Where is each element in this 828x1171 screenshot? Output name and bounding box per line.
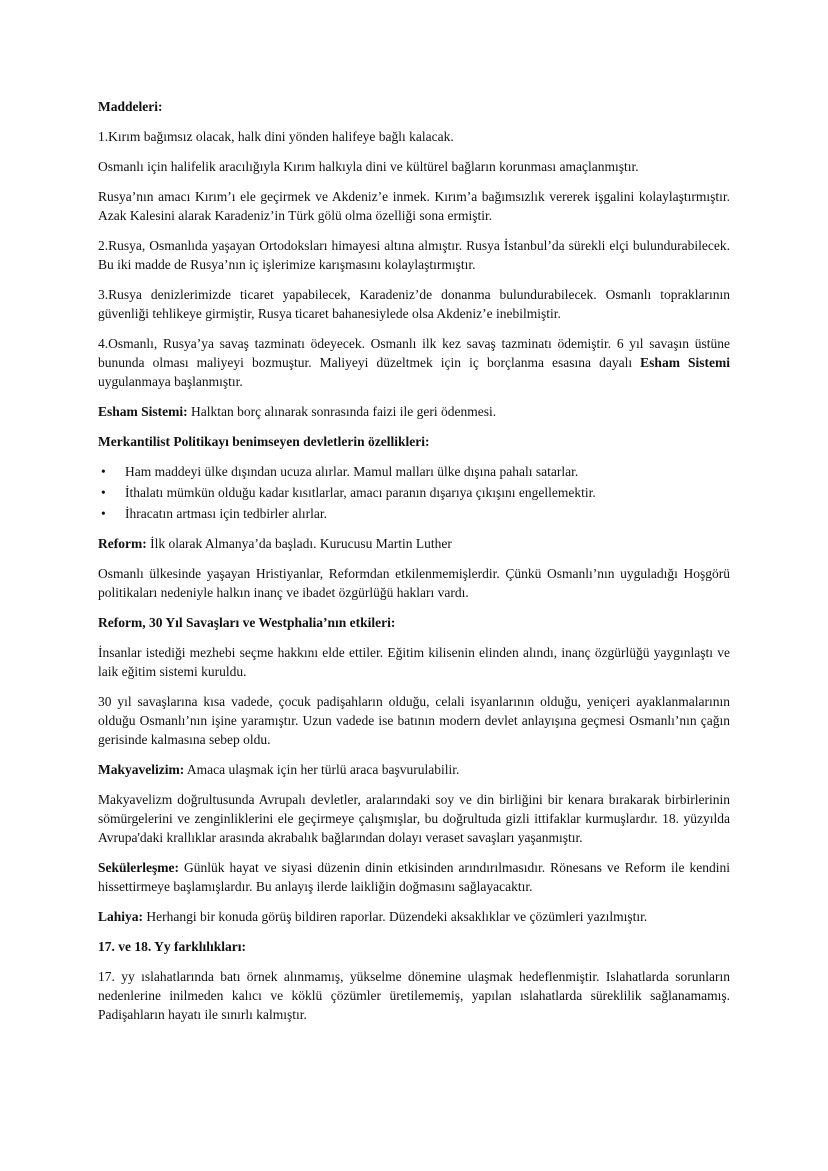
paragraph-halifelik: Osmanlı için halifelik aracılığıyla Kırım halkıyla dini ve kültürel bağların korunması amaçlanmıştır. bbox=[98, 159, 639, 174]
def-reform: İlk olarak Almanya’da başladı. Kurucusu Martin Luther bbox=[146, 536, 452, 551]
def-makyavelizm: Amaca ulaşmak için her türlü araca başvurulabilir. bbox=[184, 762, 460, 777]
heading-merkantilist: Merkantilist Politikayı benimseyen devletlerin özellikleri: bbox=[98, 434, 430, 449]
paragraph-rusya-amaci: Rusya’nın amacı Kırım’ı ele geçirmek ve Akdeniz’e inmek. Kırım’a bağımsızlık vererek işgalini kolaylaştırmıştır. Azak Kalesini alarak Karadeniz’in Türk gölü olma özelliği sona ermiştir. bbox=[98, 189, 730, 223]
list-item-text: İthalatı mümkün olduğu kadar kısıtlarlar, amacı paranın dışarıya çıkışını engellemektir. bbox=[125, 485, 596, 500]
term-makyavelizm: Makyavelizim: bbox=[98, 762, 185, 777]
term-reform: Reform: bbox=[98, 536, 147, 551]
esham-sistemi-bold: Esham Sistemi bbox=[640, 355, 731, 370]
list-item-text: İhracatın artması için tedbirler alırlar. bbox=[125, 506, 328, 521]
heading-farklar: 17. ve 18. Yy farklılıkları: bbox=[98, 939, 246, 954]
madde-4-text: 4.Osmanlı, Rusya’ya savaş tazminatı ödeyecek. Osmanlı ilk kez savaş tazminatı ödemiştir. 6 yıl savaşın üstüne bununda olması maliyeyi bozmuştur. Maliyeyi düzeltmek için iç borçlanma esasına dayalı bbox=[98, 336, 730, 370]
definition-esham bbox=[98, 402, 730, 421]
list-item-text: Ham maddeyi ülke dışından ucuza alırlar. Mamul malları ülke dışına pahalı satarlar. bbox=[125, 464, 579, 479]
madde-4-tail: uygulanmaya başlanmıştır. bbox=[98, 374, 243, 389]
heading-reform-etkileri: Reform, 30 Yıl Savaşları ve Westphalia’nın etkileri: bbox=[98, 615, 396, 630]
definition-lahiya bbox=[98, 907, 730, 926]
bullet-icon: • bbox=[101, 485, 106, 500]
term-esham: Esham Sistemi: bbox=[98, 404, 188, 419]
def-lahiya: Herhangi bir konuda görüş bildiren raporlar. Düzendeki aksaklıklar ve çözümleri yazılmıştır. bbox=[143, 909, 648, 924]
paragraph-madde-4 bbox=[98, 334, 730, 391]
paragraph-madde-1: 1.Kırım bağımsız olacak, halk dini yönden halifeye bağlı kalacak. bbox=[98, 129, 454, 144]
list-item bbox=[98, 504, 730, 523]
definition-reform bbox=[98, 534, 730, 553]
def-sekulerlesme: Günlük hayat ve siyasi düzenin dinin etkisinden arındırılmasıdır. Rönesans ve Reform ile kendini hissettirmeye başlamışlardır. Bu anlayış ilerde laikliğin doğmasını sağlayacaktır. bbox=[98, 860, 730, 894]
paragraph-reform-osmanli: Osmanlı ülkesinde yaşayan Hristiyanlar, Reformdan etkilenmemişlerdir. Çünkü Osmanlı’nın uyguladığı Hoşgörü politikaları nedeniyle halkın inanç ve ibadet özgürlüğü hakları vardı. bbox=[98, 566, 730, 600]
list-item bbox=[98, 483, 730, 502]
paragraph-madde-2: 2.Rusya, Osmanlıda yaşayan Ortodoksları himayesi altına almıştır. Rusya İstanbul’da sürekli elçi bulundurabilecek. Bu iki madde de Rusya’nın iç işlerimize karışmasını kolaylaştırmıştır. bbox=[98, 238, 730, 272]
bullet-icon: • bbox=[101, 464, 106, 479]
term-sekulerlesme: Sekülerleşme: bbox=[98, 860, 179, 875]
paragraph-etki-2: 30 yıl savaşlarına kısa vadede, çocuk padişahların olduğu, celali isyanlarının olduğu, yeniçeri ayaklanmalarının olduğu Osmanlı’nın işine yaramıştır. Uzun vadede ise batının modern devlet anlayışına geçmesi Osmanlı’nın çağın gerisinde kalmasına sebep oldu. bbox=[98, 694, 730, 747]
paragraph-farklar: 17. yy ıslahatlarında batı örnek alınmamış, yükselme dönemine ulaşmak hedeflenmiştir. Islahatlarda sorunların nedenlerine inilmeden kalıcı ve köklü çözümler üretilememiş, yapılan ıslahatlarda süreklilik sağlanamamış. Padişahların hayatı ile sınırlı kalmıştır. bbox=[98, 969, 730, 1022]
definition-makyavelizm bbox=[98, 760, 730, 779]
def-esham: Halktan borç alınarak sonrasında faizi ile geri ödenmesi. bbox=[187, 404, 497, 419]
list-item bbox=[98, 462, 730, 481]
bullet-icon: • bbox=[101, 506, 106, 521]
paragraph-makyavelizm: Makyavelizm doğrultusunda Avrupalı devletler, aralarındaki soy ve din birliğini bir kenara bırakarak birbirlerinin sömürgelerini ve zenginliklerini ele geçirmeye çalışmışlar, bu doğrultuda gizli ittifaklar kurmuşlardır. 18. yüzyılda Avrupa'daki krallıklar arasında akrabalık bağlarından dolayı veraset savaşları yaşanmıştır. bbox=[98, 792, 730, 845]
paragraph-etki-1: İnsanlar istediği mezhebi seçme hakkını elde ettiler. Eğitim kilisenin elinden alındı, inanç özgürlüğü yaygınlaştı ve laik eğitim sistemi kuruldu. bbox=[98, 645, 730, 679]
definition-sekulerlesme bbox=[98, 858, 730, 896]
paragraph-madde-3: 3.Rusya denizlerimizde ticaret yapabilecek, Karadeniz’de donanma bulundurabilecek. Osmanlı topraklarının güvenliği tehlikeye girmiştir, Rusya ticaret bahanesiylede olsa Akdeniz’e inebilmiştir. bbox=[98, 287, 730, 321]
term-lahiya: Lahiya: bbox=[98, 909, 144, 924]
heading-maddeleri: Maddeleri: bbox=[98, 99, 163, 114]
bullet-list-merkantilist bbox=[98, 462, 730, 523]
